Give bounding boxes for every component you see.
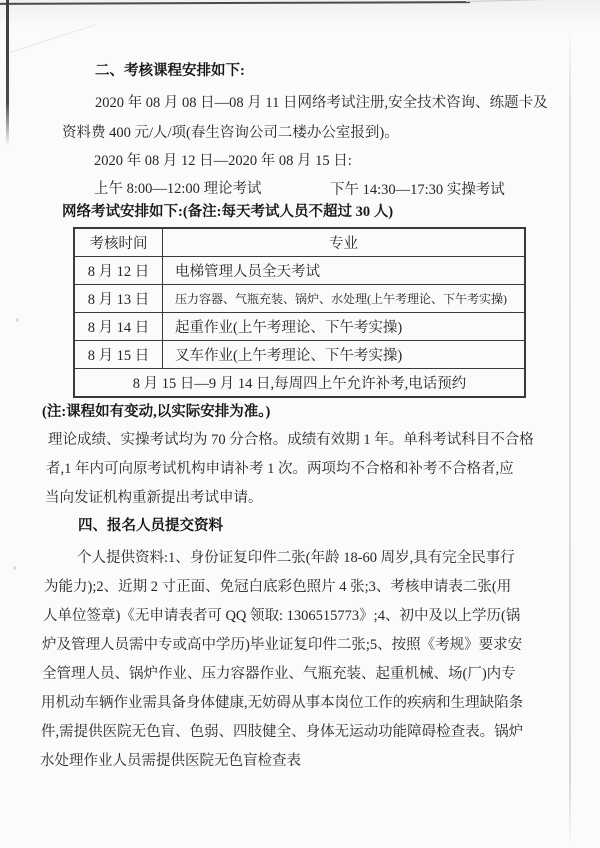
header-major: 专业: [163, 228, 526, 257]
table-header-row: [74, 228, 525, 257]
row-date: 8 月 13 日: [74, 285, 163, 313]
scan-speck: [13, 566, 16, 570]
materials-line-2: 为能力);2、近期 2 寸正面、免冠白底彩色照片 4 张;3、考核申请表二张(用: [44, 579, 512, 595]
row-major: 压力容器、气瓶充装、锅炉、水处理(上午考理论、下午考实操): [163, 285, 526, 313]
scan-artifact-top-right-line: [466, 0, 600, 2]
registration-line-1: 2020 年 08 月 08 日—08 月 11 日网络考试注册,安全技术咨询、练题卡及: [95, 95, 548, 111]
row-major: 叉车作业(上午考理论、下午考实操): [163, 341, 526, 369]
section-2-heading: 二、考核课程安排如下:: [95, 63, 245, 79]
materials-line-1: 个人提供资料:1、身份证复印件二张(年龄 18-60 周岁,具有完全民事行: [77, 550, 515, 566]
scan-artifact-right-shadow: [569, 24, 571, 848]
scan-artifact-left-edge: [6, 0, 9, 146]
scan-artifact-crease: [10, 24, 96, 53]
score-paragraph-line-1: 理论成绩、实操考试均为 70 分合格。成绩有效期 1 年。单科考试科目不合格: [48, 432, 534, 448]
change-note: (注:课程如有变动,以实际安排为准。): [42, 404, 271, 420]
row-major: 起重作业(上午考理论、下午考实操): [163, 313, 526, 341]
table-row: [74, 341, 525, 369]
table-makeup-row: [74, 369, 525, 398]
materials-line-8: 水处理作业人员需提供医院无色盲检查表: [40, 753, 301, 769]
exam-dates-line: 2020 年 08 月 12 日—2020 年 08 月 15 日:: [94, 153, 352, 169]
table-row: [74, 285, 525, 313]
section-4-heading: 四、报名人员提交资料: [78, 518, 223, 534]
table-row: [74, 313, 525, 341]
row-major: 电梯管理人员全天考试: [163, 257, 526, 285]
exam-schedule-table: [73, 227, 526, 398]
score-paragraph-line-2: 者,1 年内可向原考试机构申请补考 1 次。两项均不合格和补考不合格者,应: [46, 461, 514, 477]
materials-line-3: 人单位签章)《无申请表者可 QQ 领取: 1306515773》;4、初中及以上学历(锅: [43, 608, 521, 624]
table-row: [74, 257, 525, 285]
row-date: 8 月 12 日: [74, 257, 163, 285]
net-exam-heading: 网络考试安排如下:(备注:每天考试人员不超过 30 人): [62, 204, 394, 220]
score-paragraph-line-3: 当向发证机构重新提出考试申请。: [45, 490, 263, 506]
afternoon-session: 下午 14:30—17:30 实操考试: [330, 182, 505, 198]
materials-line-4: 炉及管理人员需中专或高中学历)毕业证复印件二张;5、按照《考规》要求安: [42, 637, 523, 653]
header-exam-time: 考核时间: [74, 228, 163, 257]
scan-speck: [16, 318, 19, 322]
materials-line-7: 件,需提供医院无色盲、色弱、四肢健全、身体无运动功能障碍检查表。锅炉: [41, 724, 524, 740]
makeup-note: 8 月 15 日—9 月 14 日,每周四上午允许补考,电话预约: [74, 369, 525, 398]
row-date: 8 月 14 日: [74, 313, 163, 341]
materials-line-5: 全管理人员、锅炉作业、压力容器作业、气瓶充装、起重机械、场(厂)内专: [42, 666, 516, 682]
registration-line-2: 资料费 400 元/人/项(春生咨询公司二楼办公室报到)。: [62, 125, 399, 141]
row-date: 8 月 15 日: [74, 341, 163, 369]
scan-artifact-top-edge: [0, 1, 470, 5]
materials-line-6: 用机动车辆作业需具备身体健康,无妨碍从事本岗位工作的疾病和生理缺陷条: [41, 695, 524, 711]
morning-session: 上午 8:00—12:00 理论考试: [94, 181, 262, 197]
